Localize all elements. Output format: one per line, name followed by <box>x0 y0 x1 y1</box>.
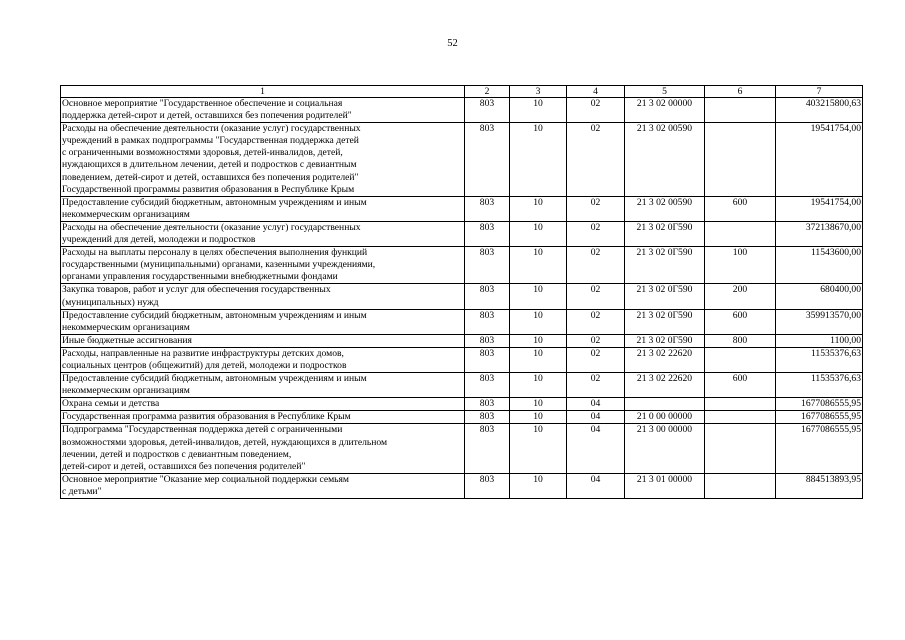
amount: 884513893,95 <box>776 473 863 498</box>
amount: 11535376,63 <box>776 373 863 398</box>
expense-type-code <box>705 347 776 372</box>
amount: 359913570,00 <box>776 309 863 334</box>
subsection-code: 04 <box>567 424 625 473</box>
row-name-line: Государственной программы развития образования в Республике Крым <box>62 183 355 195</box>
section-code: 10 <box>510 247 567 284</box>
section-code: 10 <box>510 309 567 334</box>
subsection-code: 02 <box>567 373 625 398</box>
row-name-line: учреждений для детей, молодежи и подростков <box>62 234 256 246</box>
section-code: 10 <box>510 284 567 309</box>
expense-type-code: 600 <box>705 373 776 398</box>
column-header: 2 <box>465 86 510 98</box>
row-name <box>61 284 465 309</box>
target-article-code <box>625 398 705 411</box>
row-name <box>61 98 465 123</box>
row-name <box>61 424 465 473</box>
row-name-line: Расходы, направленные на развитие инфраструктуры детских домов, <box>62 347 344 359</box>
subsection-code: 02 <box>567 347 625 372</box>
subsection-code: 02 <box>567 309 625 334</box>
admin-code: 803 <box>465 123 510 197</box>
subsection-code: 02 <box>567 123 625 197</box>
table-row <box>61 221 863 246</box>
target-article-code: 21 3 02 00000 <box>625 98 705 123</box>
row-name-line: лечении, детей и подростков с девиантным поведением, <box>62 448 292 460</box>
table-row <box>61 473 863 498</box>
row-name-line: Государственная программа развития образования в Республике Крым <box>62 411 351 423</box>
page-number: 52 <box>447 38 458 49</box>
expense-type-code <box>705 98 776 123</box>
row-name-line: с детьми" <box>62 485 102 497</box>
admin-code: 803 <box>465 247 510 284</box>
admin-code: 803 <box>465 398 510 411</box>
amount: 403215800,63 <box>776 98 863 123</box>
table-row <box>61 373 863 398</box>
row-name <box>61 473 465 498</box>
row-name-line: учреждений в рамках подпрограммы "Государственная поддержка детей <box>62 135 359 147</box>
row-name-line: социальных центров (общежитий) для детей, молодежи и подростков <box>62 359 347 371</box>
row-name <box>61 123 465 197</box>
target-article-code: 21 3 02 22620 <box>625 373 705 398</box>
row-name-line: Основное мероприятие "Государственное обеспечение и социальная <box>62 98 343 109</box>
amount: 372138670,00 <box>776 221 863 246</box>
column-header: 5 <box>625 86 705 98</box>
subsection-code: 04 <box>567 398 625 411</box>
column-header: 4 <box>567 86 625 98</box>
row-name-line: (муниципальных) нужд <box>62 296 159 308</box>
amount: 11535376,63 <box>776 347 863 372</box>
row-name-line: Закупка товаров, работ и услуг для обеспечения государственных <box>62 284 331 296</box>
target-article-code: 21 3 02 22620 <box>625 347 705 372</box>
expense-type-code: 200 <box>705 284 776 309</box>
row-name-line: государственными (муниципальными) органами, казенными учреждениями, <box>62 259 376 271</box>
admin-code: 803 <box>465 473 510 498</box>
row-name-line: возможностями здоровья, детей-инвалидов, детей, нуждающихся в длительном <box>62 436 388 448</box>
target-article-code: 21 0 00 00000 <box>625 411 705 424</box>
admin-code: 803 <box>465 347 510 372</box>
row-name-line: некоммерческим организациям <box>62 385 190 397</box>
row-name-line: Подпрограмма "Государственная поддержка детей с ограниченными <box>62 424 343 436</box>
row-name-line: некоммерческим организациям <box>62 208 190 220</box>
table-row <box>61 309 863 334</box>
table-row <box>61 347 863 372</box>
admin-code: 803 <box>465 424 510 473</box>
table-row <box>61 334 863 347</box>
amount: 1100,00 <box>776 334 863 347</box>
amount: 19541754,00 <box>776 196 863 221</box>
target-article-code: 21 3 02 0Г590 <box>625 247 705 284</box>
section-code: 10 <box>510 398 567 411</box>
column-header: 1 <box>61 86 465 98</box>
subsection-code: 02 <box>567 196 625 221</box>
admin-code: 803 <box>465 196 510 221</box>
table-row <box>61 98 863 123</box>
amount: 1677086555,95 <box>776 398 863 411</box>
row-name <box>61 398 465 411</box>
target-article-code: 21 3 02 00590 <box>625 196 705 221</box>
expense-type-code: 600 <box>705 196 776 221</box>
target-article-code: 21 3 00 00000 <box>625 424 705 473</box>
row-name-line: Основное мероприятие "Оказание мер социальной поддержки семьям <box>62 473 350 485</box>
row-name-line: Иные бюджетные ассигнования <box>62 334 192 346</box>
row-name-line: Предоставление субсидий бюджетным, автономным учреждениям и иным <box>62 196 367 208</box>
row-name <box>61 221 465 246</box>
table-row <box>61 398 863 411</box>
expense-type-code <box>705 123 776 197</box>
table-row <box>61 247 863 284</box>
column-header: 6 <box>705 86 776 98</box>
table-header-row <box>61 86 863 98</box>
expense-type-code <box>705 424 776 473</box>
target-article-code: 21 3 02 0Г590 <box>625 221 705 246</box>
table-body <box>61 98 863 499</box>
expense-type-code: 600 <box>705 309 776 334</box>
column-header: 3 <box>510 86 567 98</box>
table-row <box>61 284 863 309</box>
expense-type-code <box>705 398 776 411</box>
section-code: 10 <box>510 221 567 246</box>
section-code: 10 <box>510 334 567 347</box>
column-header: 7 <box>776 86 863 98</box>
expense-type-code <box>705 473 776 498</box>
target-article-code: 21 3 01 00000 <box>625 473 705 498</box>
expense-type-code: 100 <box>705 247 776 284</box>
amount: 19541754,00 <box>776 123 863 197</box>
section-code: 10 <box>510 424 567 473</box>
section-code: 10 <box>510 411 567 424</box>
amount: 680400,00 <box>776 284 863 309</box>
table-row <box>61 123 863 197</box>
target-article-code: 21 3 02 0Г590 <box>625 334 705 347</box>
row-name-line: Расходы на обеспечение деятельности (оказание услуг) государственных <box>62 123 361 135</box>
section-code: 10 <box>510 98 567 123</box>
expense-type-code <box>705 221 776 246</box>
row-name-line: нуждающихся в длительном лечении, детей и подростков с девиантным <box>62 159 357 171</box>
amount: 11543600,00 <box>776 247 863 284</box>
subsection-code: 04 <box>567 411 625 424</box>
admin-code: 803 <box>465 284 510 309</box>
subsection-code: 04 <box>567 473 625 498</box>
row-name-line: поддержка детей-сирот и детей, оставшихся без попечения родителей" <box>62 110 352 122</box>
admin-code: 803 <box>465 373 510 398</box>
section-code: 10 <box>510 347 567 372</box>
subsection-code: 02 <box>567 221 625 246</box>
row-name <box>61 347 465 372</box>
admin-code: 803 <box>465 98 510 123</box>
admin-code: 803 <box>465 221 510 246</box>
table-row <box>61 424 863 473</box>
row-name-line: некоммерческим организациям <box>62 321 190 333</box>
row-name-line: органами управления государственными внебюджетными фондами <box>62 271 338 283</box>
row-name-line: Расходы на обеспечение деятельности (оказание услуг) государственных <box>62 221 361 233</box>
table-row <box>61 196 863 221</box>
target-article-code: 21 3 02 00590 <box>625 123 705 197</box>
admin-code: 803 <box>465 334 510 347</box>
section-code: 10 <box>510 123 567 197</box>
row-name <box>61 334 465 347</box>
amount: 1677086555,95 <box>776 411 863 424</box>
row-name <box>61 196 465 221</box>
section-code: 10 <box>510 373 567 398</box>
budget-table <box>60 85 863 499</box>
target-article-code: 21 3 02 0Г590 <box>625 309 705 334</box>
row-name-line: детей-сирот и детей, оставшихся без попечения родителей" <box>62 460 306 472</box>
subsection-code: 02 <box>567 247 625 284</box>
admin-code: 803 <box>465 309 510 334</box>
row-name <box>61 373 465 398</box>
row-name-line: Предоставление субсидий бюджетным, автономным учреждениям и иным <box>62 309 367 321</box>
admin-code: 803 <box>465 411 510 424</box>
row-name-line: с ограниченными возможностями здоровья, детей-инвалидов, детей, <box>62 147 343 159</box>
expense-type-code <box>705 411 776 424</box>
row-name <box>61 309 465 334</box>
table-row <box>61 411 863 424</box>
amount: 1677086555,95 <box>776 424 863 473</box>
row-name-line: Расходы на выплаты персоналу в целях обеспечения выполнения функций <box>62 247 368 259</box>
section-code: 10 <box>510 473 567 498</box>
subsection-code: 02 <box>567 334 625 347</box>
row-name <box>61 411 465 424</box>
row-name <box>61 247 465 284</box>
section-code: 10 <box>510 196 567 221</box>
row-name-line: Охрана семьи и детства <box>62 398 160 410</box>
target-article-code: 21 3 02 0Г590 <box>625 284 705 309</box>
expense-type-code: 800 <box>705 334 776 347</box>
row-name-line: Предоставление субсидий бюджетным, автономным учреждениям и иным <box>62 373 367 385</box>
subsection-code: 02 <box>567 98 625 123</box>
row-name-line: поведением, детей-сирот и детей, оставшихся без попечения родителей" <box>62 171 359 183</box>
subsection-code: 02 <box>567 284 625 309</box>
